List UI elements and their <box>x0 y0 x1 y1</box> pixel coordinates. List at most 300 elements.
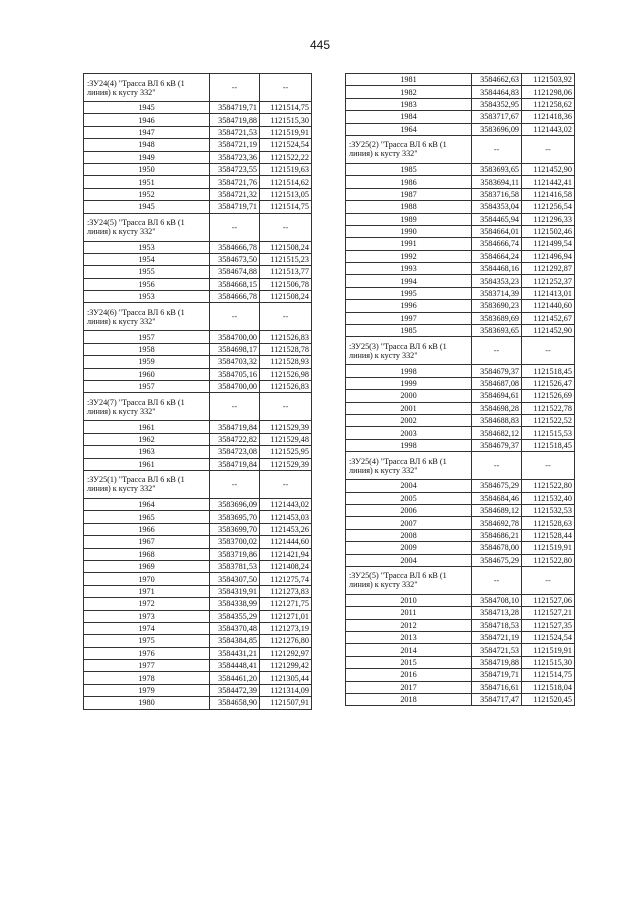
x-coordinate-cell: 3584721,19 <box>472 632 522 644</box>
point-number-cell: 1996 <box>346 300 472 312</box>
point-number-cell: 1995 <box>346 287 472 299</box>
table-row <box>346 275 575 287</box>
table-row <box>346 390 575 402</box>
table-row <box>346 669 575 681</box>
table-row <box>84 331 312 343</box>
x-coordinate-cell: 3584461,20 <box>210 672 260 684</box>
table-row <box>346 300 575 312</box>
x-coordinate-cell: 3583714,39 <box>472 287 522 299</box>
y-coordinate-cell: 1121519,63 <box>260 163 312 175</box>
y-coordinate-cell: 1121527,06 <box>522 594 575 606</box>
x-coordinate-cell: 3584465,94 <box>472 213 522 225</box>
x-coordinate-cell: -- <box>210 213 260 241</box>
point-number-cell: 2012 <box>346 619 472 631</box>
point-number-cell: 2017 <box>346 681 472 693</box>
x-coordinate-cell: 3584721,53 <box>210 126 260 138</box>
x-coordinate-cell: 3584384,85 <box>210 635 260 647</box>
x-coordinate-cell: 3584664,01 <box>472 225 522 237</box>
y-coordinate-cell: 1121522,52 <box>522 414 575 426</box>
point-number-cell: 1986 <box>346 176 472 188</box>
parcel-label: :ЗУ25(1) "Трасса ВЛ 6 кВ (1 линия) к кусту 332" <box>84 470 210 498</box>
table-row <box>84 697 312 709</box>
table-row <box>84 343 312 355</box>
point-number-cell: 2013 <box>346 632 472 644</box>
parcel-label: :ЗУ24(7) "Трасса ВЛ 6 кВ (1 линия) к кусту 332" <box>84 393 210 421</box>
y-coordinate-cell: 1121499,54 <box>522 238 575 250</box>
table-row <box>346 250 575 262</box>
table-row <box>84 647 312 659</box>
table-row <box>84 684 312 696</box>
table-row <box>84 253 312 265</box>
y-coordinate-cell: -- <box>522 135 575 163</box>
parcel-header-row <box>84 393 312 421</box>
x-coordinate-cell: 3584698,17 <box>210 343 260 355</box>
x-coordinate-cell: 3584723,36 <box>210 151 260 163</box>
point-number-cell: 1978 <box>84 672 210 684</box>
y-coordinate-cell: 1121408,24 <box>260 560 312 572</box>
table-row <box>84 536 312 548</box>
point-number-cell: 1957 <box>84 331 210 343</box>
x-coordinate-cell: -- <box>472 566 522 594</box>
point-number-cell: 2001 <box>346 402 472 414</box>
table-row <box>84 176 312 188</box>
table-row <box>346 402 575 414</box>
y-coordinate-cell: 1121528,63 <box>522 517 575 529</box>
point-number-cell: 1954 <box>84 253 210 265</box>
y-coordinate-cell: 1121528,44 <box>522 529 575 541</box>
y-coordinate-cell: 1121525,95 <box>260 446 312 458</box>
table-row <box>346 123 575 135</box>
x-coordinate-cell: 3584679,37 <box>472 365 522 377</box>
table-row <box>346 681 575 693</box>
y-coordinate-cell: 1121522,80 <box>522 554 575 566</box>
x-coordinate-cell: 3584716,61 <box>472 681 522 693</box>
x-coordinate-cell: 3583717,67 <box>472 111 522 123</box>
x-coordinate-cell: 3584355,29 <box>210 610 260 622</box>
table-row <box>84 381 312 393</box>
point-number-cell: 1999 <box>346 377 472 389</box>
x-coordinate-cell: 3584700,00 <box>210 381 260 393</box>
x-coordinate-cell: 3584719,88 <box>472 656 522 668</box>
parcel-label: :ЗУ25(2) "Трасса ВЛ 6 кВ (1 линия) к кусту 332" <box>346 135 472 163</box>
y-coordinate-cell: -- <box>522 452 575 480</box>
y-coordinate-cell: 1121502,46 <box>522 225 575 237</box>
y-coordinate-cell: 1121507,91 <box>260 697 312 709</box>
x-coordinate-cell: 3584679,37 <box>472 439 522 451</box>
x-coordinate-cell: 3584708,10 <box>472 594 522 606</box>
y-coordinate-cell: 1121522,78 <box>522 402 575 414</box>
x-coordinate-cell: 3584370,48 <box>210 622 260 634</box>
y-coordinate-cell: 1121513,77 <box>260 266 312 278</box>
table-row <box>84 635 312 647</box>
point-number-cell: 1945 <box>84 201 210 213</box>
y-coordinate-cell: 1121514,75 <box>260 201 312 213</box>
point-number-cell: 1958 <box>84 343 210 355</box>
x-coordinate-cell: 3584719,71 <box>210 102 260 114</box>
x-coordinate-cell: -- <box>472 452 522 480</box>
point-number-cell: 2003 <box>346 427 472 439</box>
point-number-cell: 1971 <box>84 585 210 597</box>
x-coordinate-cell: 3584713,28 <box>472 607 522 619</box>
point-number-cell: 1946 <box>84 114 210 126</box>
y-coordinate-cell: 1121453,26 <box>260 523 312 535</box>
table-row <box>346 694 575 706</box>
point-number-cell: 1973 <box>84 610 210 622</box>
y-coordinate-cell: 1121515,53 <box>522 427 575 439</box>
parcel-label: :ЗУ25(3) "Трасса ВЛ 6 кВ (1 линия) к кусту 332" <box>346 337 472 365</box>
point-number-cell: 1976 <box>84 647 210 659</box>
point-number-cell: 1968 <box>84 548 210 560</box>
y-coordinate-cell: 1121421,94 <box>260 548 312 560</box>
x-coordinate-cell: 3584353,23 <box>472 275 522 287</box>
table-row <box>346 213 575 225</box>
point-number-cell: 1975 <box>84 635 210 647</box>
point-number-cell: 1951 <box>84 176 210 188</box>
y-coordinate-cell: 1121519,91 <box>522 542 575 554</box>
x-coordinate-cell: 3584668,15 <box>210 278 260 290</box>
point-number-cell: 1950 <box>84 163 210 175</box>
x-coordinate-cell: 3584687,08 <box>472 377 522 389</box>
x-coordinate-cell: 3584675,29 <box>472 554 522 566</box>
table-row <box>346 86 575 98</box>
point-number-cell: 1970 <box>84 573 210 585</box>
table-row <box>84 598 312 610</box>
table-row <box>346 542 575 554</box>
x-coordinate-cell: 3584721,32 <box>210 188 260 200</box>
x-coordinate-cell: 3583693,65 <box>472 325 522 337</box>
y-coordinate-cell: 1121508,24 <box>260 291 312 303</box>
x-coordinate-cell: 3583695,70 <box>210 511 260 523</box>
table-row <box>84 421 312 433</box>
x-coordinate-cell: 3584686,21 <box>472 529 522 541</box>
table-row <box>84 278 312 290</box>
point-number-cell: 1972 <box>84 598 210 610</box>
x-coordinate-cell: 3584703,32 <box>210 356 260 368</box>
parcel-label: :ЗУ24(4) "Трасса ВЛ 6 кВ (1 линия) к кусту 332" <box>84 74 210 102</box>
table-row <box>346 287 575 299</box>
x-coordinate-cell: 3584673,50 <box>210 253 260 265</box>
x-coordinate-cell: 3584719,71 <box>210 201 260 213</box>
point-number-cell: 1961 <box>84 458 210 470</box>
y-coordinate-cell: 1121527,35 <box>522 619 575 631</box>
table-row <box>346 517 575 529</box>
x-coordinate-cell: 3583700,02 <box>210 536 260 548</box>
table-row <box>84 368 312 380</box>
x-coordinate-cell: -- <box>210 393 260 421</box>
x-coordinate-cell: 3584719,71 <box>472 669 522 681</box>
table-row <box>346 312 575 324</box>
table-row <box>84 511 312 523</box>
point-number-cell: 1953 <box>84 241 210 253</box>
y-coordinate-cell: 1121453,03 <box>260 511 312 523</box>
table-row <box>346 504 575 516</box>
x-coordinate-cell: 3583690,23 <box>472 300 522 312</box>
point-number-cell: 1963 <box>84 446 210 458</box>
table-row <box>346 188 575 200</box>
point-number-cell: 1960 <box>84 368 210 380</box>
x-coordinate-cell: -- <box>472 337 522 365</box>
parcel-label: :ЗУ24(6) "Трасса ВЛ 6 кВ (1 линия) к кусту 332" <box>84 303 210 331</box>
x-coordinate-cell: 3584723,55 <box>210 163 260 175</box>
y-coordinate-cell: 1121258,62 <box>522 98 575 110</box>
x-coordinate-cell: 3584721,76 <box>210 176 260 188</box>
point-number-cell: 1979 <box>84 684 210 696</box>
table-row <box>346 414 575 426</box>
point-number-cell: 1961 <box>84 421 210 433</box>
point-number-cell: 1945 <box>84 102 210 114</box>
point-number-cell: 1967 <box>84 536 210 548</box>
x-coordinate-cell: 3584684,46 <box>472 492 522 504</box>
parcel-header-row <box>346 566 575 594</box>
table-row <box>346 201 575 213</box>
y-coordinate-cell: 1121440,60 <box>522 300 575 312</box>
x-coordinate-cell: 3584658,90 <box>210 697 260 709</box>
y-coordinate-cell: 1121314,09 <box>260 684 312 696</box>
table-row <box>84 458 312 470</box>
x-coordinate-cell: 3584689,12 <box>472 504 522 516</box>
point-number-cell: 1965 <box>84 511 210 523</box>
y-coordinate-cell: 1121299,42 <box>260 660 312 672</box>
table-row <box>84 201 312 213</box>
x-coordinate-cell: 3583699,70 <box>210 523 260 535</box>
table-row <box>84 102 312 114</box>
table-row <box>346 225 575 237</box>
y-coordinate-cell: 1121506,78 <box>260 278 312 290</box>
y-coordinate-cell: 1121416,58 <box>522 188 575 200</box>
y-coordinate-cell: 1121276,80 <box>260 635 312 647</box>
table-row <box>346 111 575 123</box>
x-coordinate-cell: 3584353,04 <box>472 201 522 213</box>
y-coordinate-cell: 1121524,54 <box>522 632 575 644</box>
point-number-cell: 1997 <box>346 312 472 324</box>
x-coordinate-cell: 3584719,88 <box>210 114 260 126</box>
x-coordinate-cell: 3584674,88 <box>210 266 260 278</box>
x-coordinate-cell: 3584723,08 <box>210 446 260 458</box>
x-coordinate-cell: 3584705,16 <box>210 368 260 380</box>
point-number-cell: 1969 <box>84 560 210 572</box>
point-number-cell: 2016 <box>346 669 472 681</box>
y-coordinate-cell: 1121514,75 <box>522 669 575 681</box>
point-number-cell: 1983 <box>346 98 472 110</box>
point-number-cell: 2009 <box>346 542 472 554</box>
point-number-cell: 1962 <box>84 433 210 445</box>
table-row <box>346 619 575 631</box>
point-number-cell: 2002 <box>346 414 472 426</box>
x-coordinate-cell: 3584666,74 <box>472 238 522 250</box>
y-coordinate-cell: 1121292,87 <box>522 263 575 275</box>
y-coordinate-cell: 1121526,47 <box>522 377 575 389</box>
point-number-cell: 2014 <box>346 644 472 656</box>
table-row <box>84 241 312 253</box>
point-number-cell: 1974 <box>84 622 210 634</box>
point-number-cell: 1947 <box>84 126 210 138</box>
parcel-header-row <box>84 74 312 102</box>
y-coordinate-cell: 1121529,39 <box>260 458 312 470</box>
y-coordinate-cell: 1121519,91 <box>260 126 312 138</box>
x-coordinate-cell: 3584664,24 <box>472 250 522 262</box>
coordinates-table-left <box>83 73 312 710</box>
x-coordinate-cell: 3584662,63 <box>472 74 522 86</box>
point-number-cell: 1987 <box>346 188 472 200</box>
y-coordinate-cell: 1121515,23 <box>260 253 312 265</box>
y-coordinate-cell: 1121526,98 <box>260 368 312 380</box>
x-coordinate-cell: 3584682,12 <box>472 427 522 439</box>
table-row <box>346 263 575 275</box>
parcel-label: :ЗУ25(4) "Трасса ВЛ 6 кВ (1 линия) к кусту 332" <box>346 452 472 480</box>
y-coordinate-cell: 1121520,45 <box>522 694 575 706</box>
table-row <box>346 163 575 175</box>
y-coordinate-cell: 1121418,36 <box>522 111 575 123</box>
x-coordinate-cell: 3584464,83 <box>472 86 522 98</box>
y-coordinate-cell: 1121514,62 <box>260 176 312 188</box>
x-coordinate-cell: 3584722,82 <box>210 433 260 445</box>
point-number-cell: 1964 <box>84 498 210 510</box>
y-coordinate-cell: 1121526,83 <box>260 381 312 393</box>
table-row <box>346 594 575 606</box>
table-row <box>346 325 575 337</box>
parcel-header-row <box>84 213 312 241</box>
table-row <box>84 356 312 368</box>
coordinates-table-right <box>345 73 575 706</box>
y-coordinate-cell: 1121273,83 <box>260 585 312 597</box>
x-coordinate-cell: 3584319,91 <box>210 585 260 597</box>
x-coordinate-cell: 3583719,86 <box>210 548 260 560</box>
y-coordinate-cell: 1121413,01 <box>522 287 575 299</box>
point-number-cell: 1985 <box>346 163 472 175</box>
x-coordinate-cell: 3584666,78 <box>210 241 260 253</box>
point-number-cell: 1959 <box>84 356 210 368</box>
y-coordinate-cell: 1121256,54 <box>522 201 575 213</box>
y-coordinate-cell: -- <box>522 566 575 594</box>
y-coordinate-cell: 1121513,05 <box>260 188 312 200</box>
x-coordinate-cell: 3584719,84 <box>210 458 260 470</box>
y-coordinate-cell: 1121305,44 <box>260 672 312 684</box>
point-number-cell: 1992 <box>346 250 472 262</box>
table-row <box>346 554 575 566</box>
point-number-cell: 2006 <box>346 504 472 516</box>
y-coordinate-cell: 1121292,97 <box>260 647 312 659</box>
x-coordinate-cell: 3583689,69 <box>472 312 522 324</box>
x-coordinate-cell: 3584721,53 <box>472 644 522 656</box>
y-coordinate-cell: 1121522,22 <box>260 151 312 163</box>
table-row <box>346 427 575 439</box>
x-coordinate-cell: 3584688,83 <box>472 414 522 426</box>
y-coordinate-cell: 1121515,30 <box>522 656 575 668</box>
y-coordinate-cell: 1121529,48 <box>260 433 312 445</box>
point-number-cell: 1955 <box>84 266 210 278</box>
table-row <box>84 672 312 684</box>
table-row <box>346 492 575 504</box>
table-row <box>84 622 312 634</box>
table-row <box>84 498 312 510</box>
point-number-cell: 1991 <box>346 238 472 250</box>
x-coordinate-cell: -- <box>210 74 260 102</box>
x-coordinate-cell: 3584698,28 <box>472 402 522 414</box>
x-coordinate-cell: 3583694,11 <box>472 176 522 188</box>
y-coordinate-cell: 1121443,02 <box>522 123 575 135</box>
point-number-cell: 1977 <box>84 660 210 672</box>
point-number-cell: 1989 <box>346 213 472 225</box>
point-number-cell: 1949 <box>84 151 210 163</box>
table-row <box>346 377 575 389</box>
x-coordinate-cell: 3583696,09 <box>472 123 522 135</box>
x-coordinate-cell: 3584719,84 <box>210 421 260 433</box>
point-number-cell: 1985 <box>346 325 472 337</box>
point-number-cell: 2011 <box>346 607 472 619</box>
point-number-cell: 2004 <box>346 480 472 492</box>
table-row <box>84 291 312 303</box>
table-row <box>346 607 575 619</box>
y-coordinate-cell: 1121518,45 <box>522 365 575 377</box>
table-row <box>84 433 312 445</box>
x-coordinate-cell: 3584717,47 <box>472 694 522 706</box>
point-number-cell: 1948 <box>84 139 210 151</box>
y-coordinate-cell: 1121518,45 <box>522 439 575 451</box>
x-coordinate-cell: -- <box>210 303 260 331</box>
y-coordinate-cell: 1121518,04 <box>522 681 575 693</box>
y-coordinate-cell: 1121529,39 <box>260 421 312 433</box>
parcel-label: :ЗУ25(5) "Трасса ВЛ 6 кВ (1 линия) к кусту 332" <box>346 566 472 594</box>
y-coordinate-cell: 1121522,80 <box>522 480 575 492</box>
y-coordinate-cell: 1121532,53 <box>522 504 575 516</box>
page-number: 445 <box>309 38 331 52</box>
table-row <box>84 126 312 138</box>
y-coordinate-cell: -- <box>260 393 312 421</box>
table-row <box>84 188 312 200</box>
point-number-cell: 2005 <box>346 492 472 504</box>
parcel-header-row <box>346 452 575 480</box>
y-coordinate-cell: -- <box>260 303 312 331</box>
x-coordinate-cell: 3584718,53 <box>472 619 522 631</box>
table-row <box>346 644 575 656</box>
x-coordinate-cell: 3583693,65 <box>472 163 522 175</box>
point-number-cell: 1953 <box>84 291 210 303</box>
table-row <box>84 139 312 151</box>
point-number-cell: 2007 <box>346 517 472 529</box>
point-number-cell: 1990 <box>346 225 472 237</box>
y-coordinate-cell: 1121515,30 <box>260 114 312 126</box>
table-row <box>84 446 312 458</box>
y-coordinate-cell: 1121526,69 <box>522 390 575 402</box>
y-coordinate-cell: 1121528,78 <box>260 343 312 355</box>
table-row <box>84 266 312 278</box>
x-coordinate-cell: 3584700,00 <box>210 331 260 343</box>
table-row <box>346 176 575 188</box>
parcel-header-row <box>84 303 312 331</box>
point-number-cell: 2000 <box>346 390 472 402</box>
point-number-cell: 1952 <box>84 188 210 200</box>
table-row <box>84 610 312 622</box>
point-number-cell: 1966 <box>84 523 210 535</box>
table-row <box>84 548 312 560</box>
table-row <box>346 439 575 451</box>
point-number-cell: 1957 <box>84 381 210 393</box>
y-coordinate-cell: -- <box>260 74 312 102</box>
point-number-cell: 1981 <box>346 74 472 86</box>
y-coordinate-cell: -- <box>260 470 312 498</box>
y-coordinate-cell: 1121519,91 <box>522 644 575 656</box>
parcel-header-row <box>84 470 312 498</box>
x-coordinate-cell: 3584307,50 <box>210 573 260 585</box>
y-coordinate-cell: 1121252,37 <box>522 275 575 287</box>
y-coordinate-cell: 1121298,06 <box>522 86 575 98</box>
y-coordinate-cell: 1121503,92 <box>522 74 575 86</box>
y-coordinate-cell: 1121271,01 <box>260 610 312 622</box>
table-row <box>346 238 575 250</box>
table-row <box>84 523 312 535</box>
point-number-cell: 1988 <box>346 201 472 213</box>
x-coordinate-cell: -- <box>210 470 260 498</box>
